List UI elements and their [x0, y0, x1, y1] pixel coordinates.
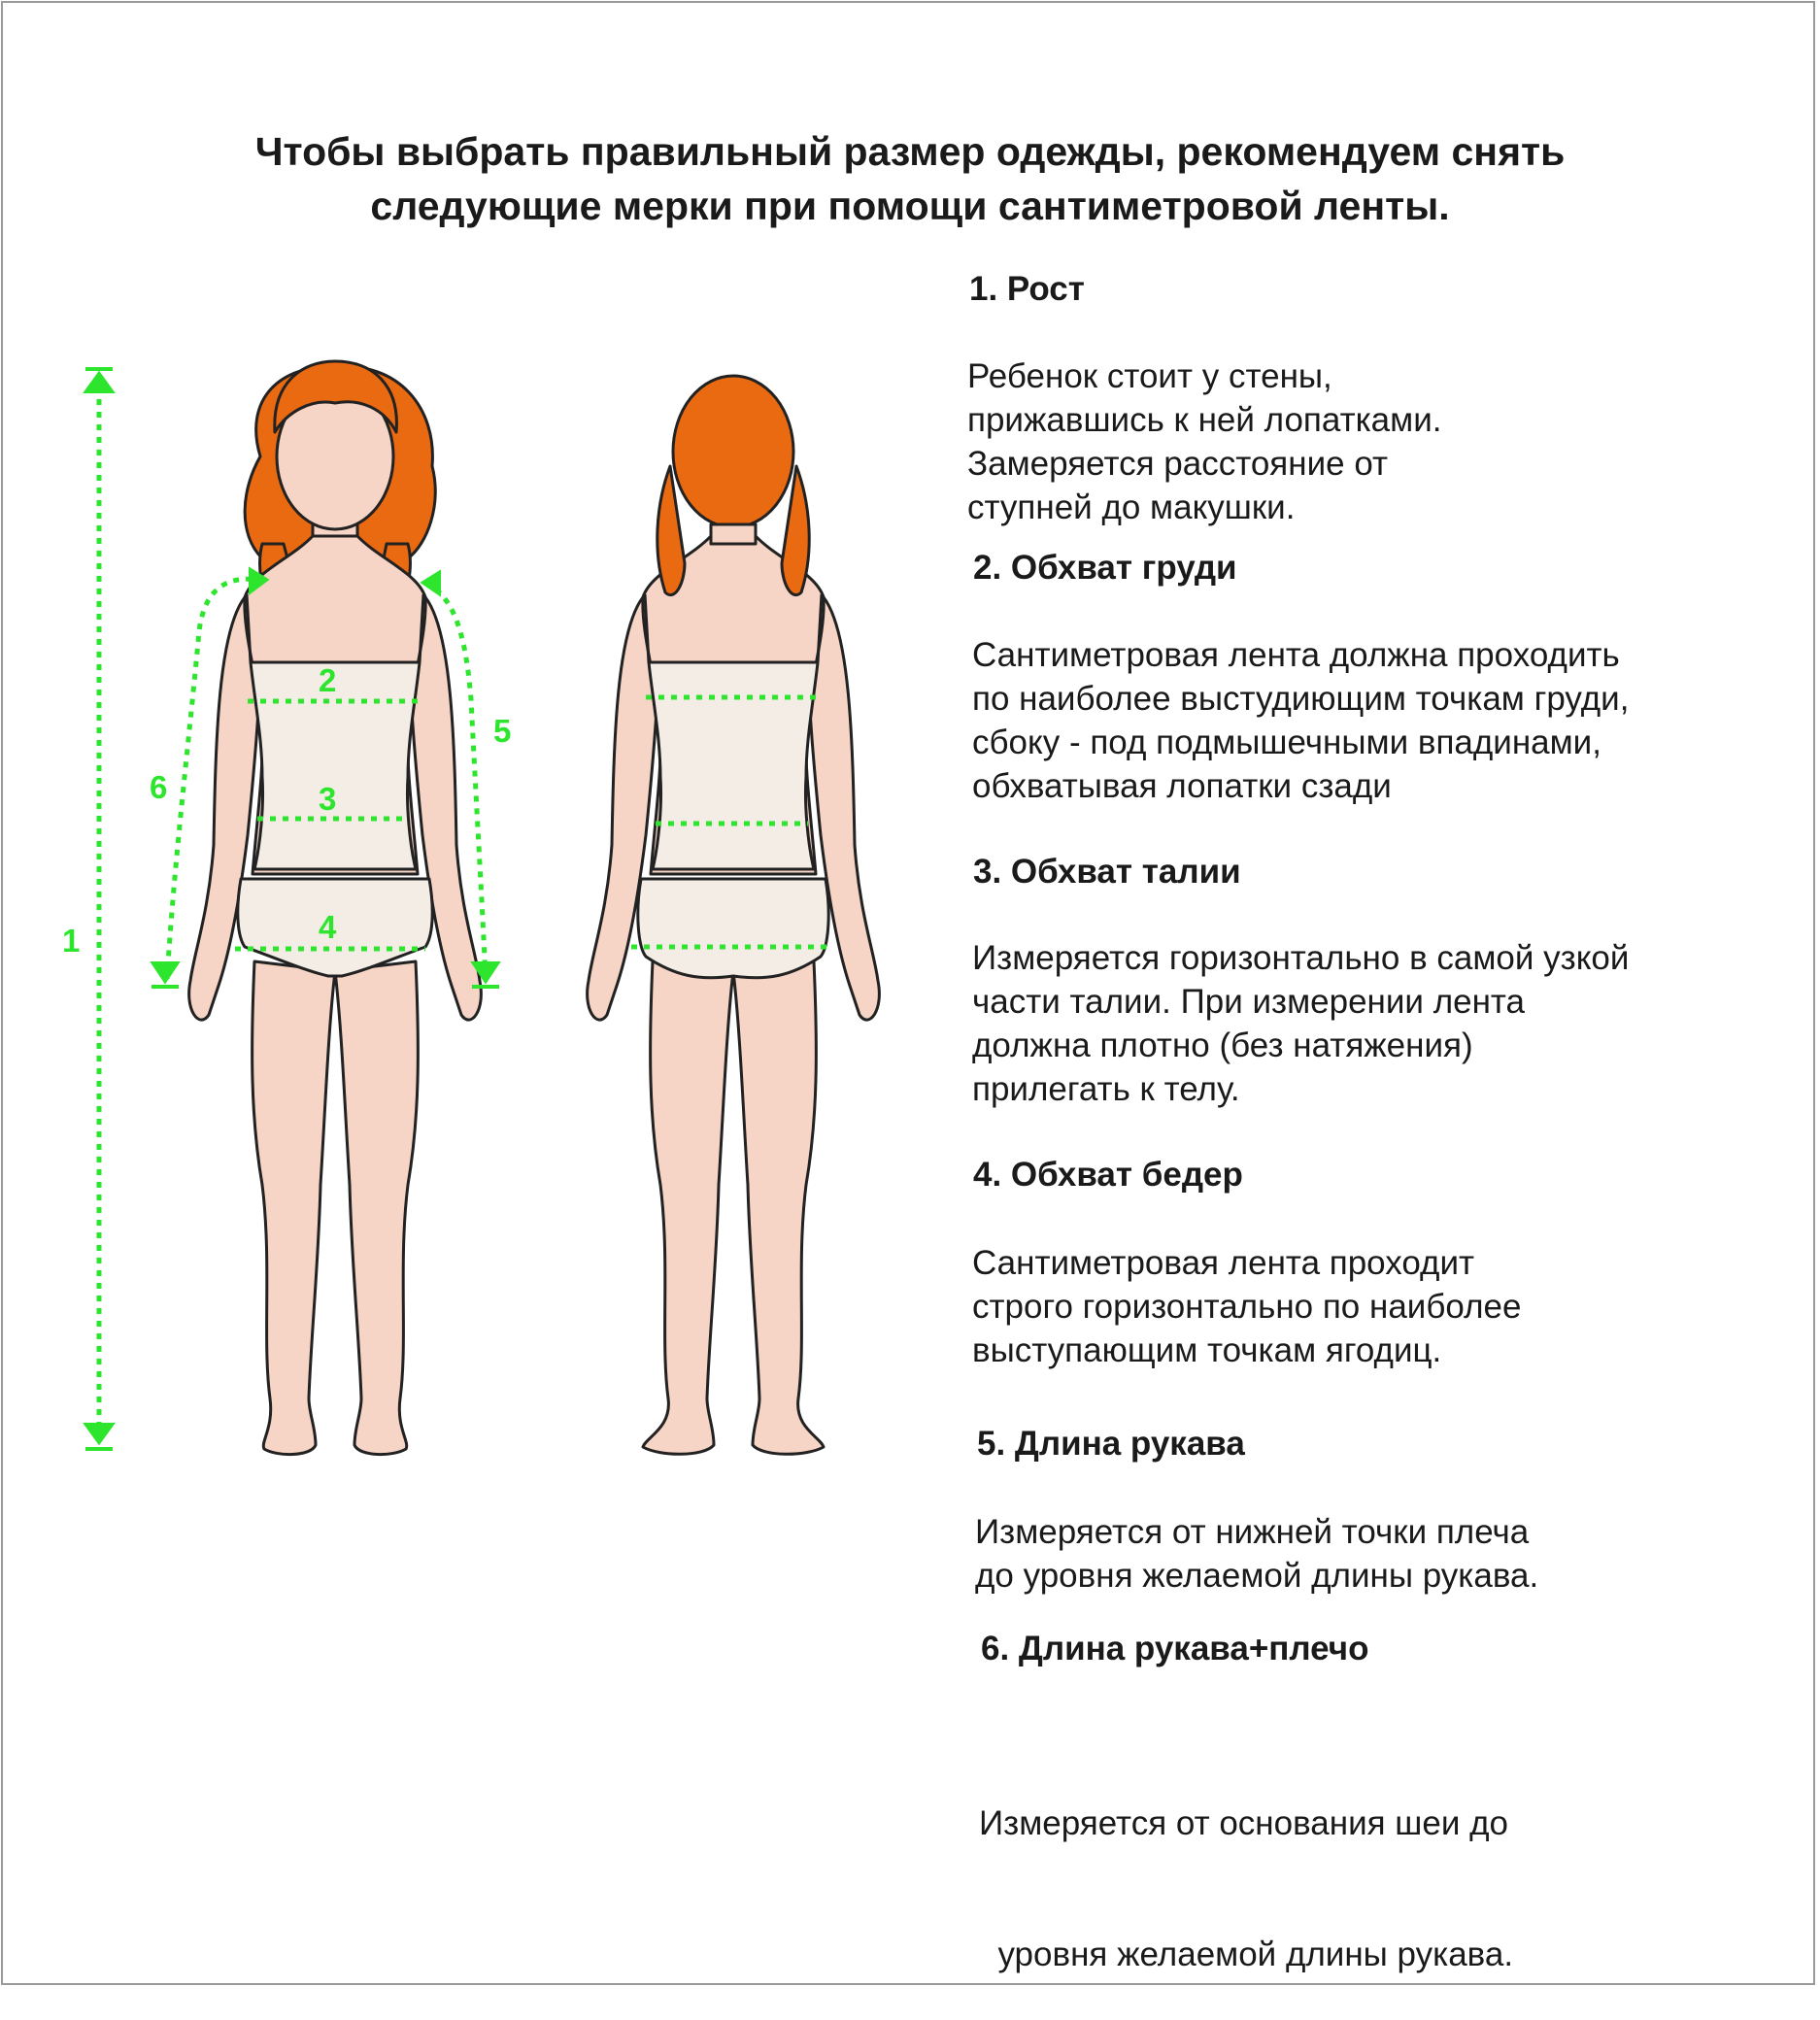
measure-1-line-2: прижавшись к ней лопатками.: [967, 401, 1442, 439]
measure-4-description: [972, 1241, 1521, 1372]
measure-4-line-2: строго горизонтально по наиболее: [972, 1288, 1522, 1326]
measure-4-line-1: Сантиметровая лента проходит: [972, 1244, 1475, 1282]
measure-5-description: [975, 1510, 1538, 1598]
measure-1-description: [967, 354, 1441, 529]
measure-6-line-2: уровня желаемой длины рукава.: [979, 1936, 1514, 1973]
label-chest: 2: [319, 662, 337, 698]
height-arrow-bottom: [86, 1425, 112, 1442]
front-leg-left: [253, 961, 335, 1455]
title-line-1: Чтобы выбрать правильный размер одежды, рекомендуем снять: [254, 129, 1566, 174]
title-line-2: следующие мерки при помощи сантиметровой ленты.: [370, 184, 1450, 228]
measure-2-line-1: Сантиметровая лента должна проходить: [972, 636, 1620, 674]
measure-2-line-2: по наиболее выстудиющим точкам груди,: [972, 680, 1630, 718]
measure-6-line-1: Измеряется от основания шеи до: [979, 1804, 1509, 1842]
height-arrow-top: [86, 374, 112, 391]
back-panties: [638, 879, 828, 978]
back-head: [673, 376, 793, 527]
measure-3-line-1: Измеряется горизонтально в самой узкой: [972, 939, 1630, 977]
sleeve-arrow-top: [423, 573, 439, 593]
measure-5-line-1: Измеряется от нижней точки плеча: [975, 1513, 1530, 1551]
measure-2-description: [972, 633, 1629, 808]
label-sleeve: 5: [493, 713, 512, 749]
measure-5-heading: 5. Длина рукава: [977, 1425, 1245, 1463]
back-leg-right: [733, 961, 824, 1454]
sleeve-shoulder-arrow-bottom: [153, 963, 177, 981]
measure-4-heading: 4. Обхват бедер: [973, 1156, 1243, 1194]
back-leg-left: [643, 961, 733, 1454]
measure-1-line-1: Ребенок стоит у стены,: [967, 357, 1332, 395]
measure-4-line-3: выступающим точкам ягодиц.: [972, 1331, 1442, 1369]
measure-5-line-2: до уровня желаемой длины рукава.: [975, 1557, 1539, 1595]
measure-1-heading: 1. Рост: [969, 270, 1085, 308]
measure-3-line-4: прилегать к телу.: [972, 1070, 1240, 1108]
measure-2-line-3: сбоку - под подмышечными впадинами,: [972, 724, 1601, 761]
measure-3-line-2: части талии. При измерении лента: [972, 983, 1526, 1021]
front-leg-right: [335, 961, 418, 1455]
back-neck: [711, 524, 756, 544]
label-waist: 3: [319, 781, 337, 817]
label-sleeve-shoulder: 6: [150, 769, 168, 805]
front-figure: [189, 361, 482, 1455]
measure-6-description: [979, 1714, 1513, 2020]
measure-6-heading: 6. Длина рукава+плечо: [981, 1630, 1369, 1667]
label-height: 1: [62, 923, 81, 959]
measure-2-line-4: обхватывая лопатки сзади: [972, 767, 1392, 805]
measure-2-heading: 2. Обхват груди: [973, 549, 1237, 587]
measure-1-line-4: ступней до макушки.: [967, 488, 1296, 526]
back-camisole: [649, 662, 818, 869]
measure-3-description: [972, 936, 1629, 1111]
measure-3-line-3: должна плотно (без натяжения): [972, 1027, 1473, 1064]
measure-1-line-3: Замеряется расстояние от: [967, 445, 1389, 483]
measure-3-heading: 3. Обхват талии: [973, 853, 1241, 891]
back-figure: [588, 376, 880, 1454]
label-hips: 4: [319, 909, 337, 945]
